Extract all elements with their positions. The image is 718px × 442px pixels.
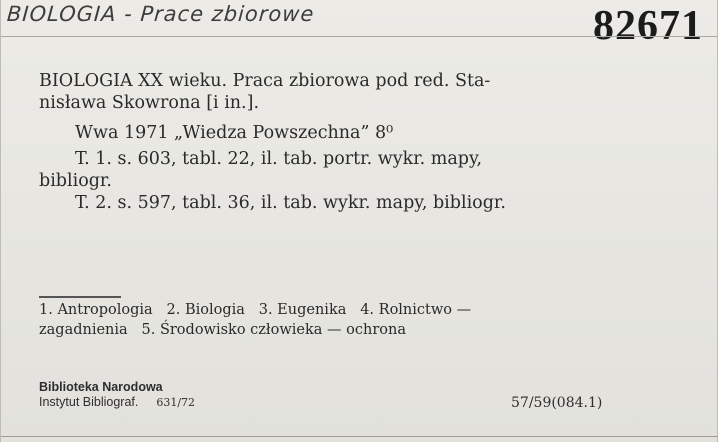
volume-1-line-2: bibliogr. [39,171,112,191]
card-number: 631/72 [156,396,196,409]
subject-line-2: zagadnienia 5. Środowisko człowieka — ochrona [39,322,406,338]
department-name: Instytut Bibliograf. [39,395,139,409]
bibliographic-entry [39,70,609,214]
volume-1-description [39,148,609,192]
classification-code: 57/59(084.1) [511,395,603,411]
card-heading: BIOLOGIA - Prace zbiorowe [6,2,316,26]
subject-line-1: 1. Antropologia 2. Biologia 3. Eugenika 4. Rolnictwo — [39,302,472,318]
title-line-1: BIOLOGIA XX wieku. Praca zbiorowa pod red. Sta- [39,71,491,91]
volume-2-description: T. 2. s. 597, tabl. 36, il. tab. wykr. mapy, bibliogr. [75,193,506,213]
institution-name: Biblioteka Narodowa [39,380,163,394]
subject-headings [39,300,629,340]
heading-divider [1,36,718,37]
issuer-block [39,380,195,410]
title-line-2: nisława Skowrona [i in.]. [39,93,260,113]
publication-info: Wwa 1971 „Wiedza Powszechna” 8⁰ [75,123,394,143]
volume-1-line-1: T. 1. s. 603, tabl. 22, il. tab. portr. wykr. mapy, [75,149,483,169]
accession-number: 82671 [593,3,703,49]
bottom-edge [1,436,718,437]
subjects-divider [39,296,121,298]
title-block [39,70,609,114]
